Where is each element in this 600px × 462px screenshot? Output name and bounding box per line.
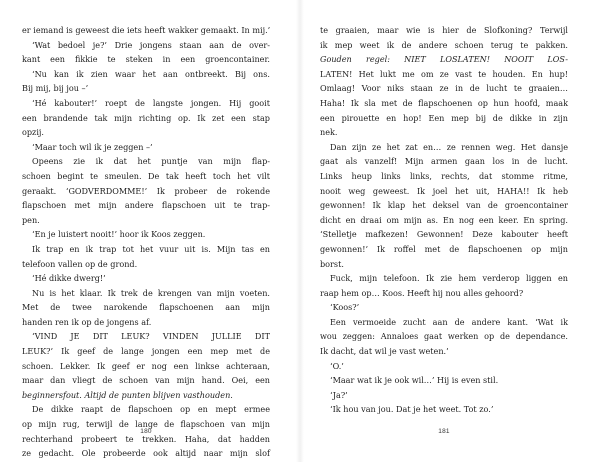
text-line: te graaien, maar wie is hier de Slofkoning? Terwijl (320, 25, 568, 35)
text-line: Haha! Ik sla met de flapschoenen op hun hoofd, maak (320, 97, 568, 108)
text-line: wou zeggen: Annaloes gaat werken op de dependance. (320, 331, 568, 342)
text-line: ‘O.’ (330, 360, 344, 371)
text-line: telefoon vallen op de grond. (22, 258, 138, 269)
right-page (320, 23, 568, 462)
text-line: Fuck, mijn telefoon. Ik zie hem verderop liggen en (330, 273, 568, 284)
text-line: flapschoen met mijn andere flapschoen uit te trap- (22, 200, 270, 211)
text-line: ‘Nu kan ik zien waar het aan ontbreekt. Bij ons. (32, 68, 270, 79)
text-line: ‘Wat bedoel je?’ Drie jongens staan aan de over- (32, 39, 270, 50)
text-line: gaat als vanzelf! Mijn armen gaan los in de lucht. (320, 156, 568, 167)
text-line: op mijn rug, terwijl de lange de flapschoen van mijn (22, 419, 270, 430)
text-line: ‘Hé dikke dwerg!’ (32, 273, 106, 284)
text-line: er iemand is geweest die iets heeft wakker gemaakt. In mij.’ (22, 25, 271, 35)
text-line: Links heup links links, rechts, dat stomme ritme, (320, 170, 568, 181)
text-line: handen ren ik op de jongens af. (22, 316, 152, 327)
text-line: ze gedacht. Ole probeerde ook altijd naar mijn slof (22, 448, 270, 459)
text-line: ‘Maar toch wil ik je zeggen –’ (32, 141, 153, 152)
text-line: opzij. (22, 127, 44, 138)
text-line: Dan zijn ze het zat en… ze rennen weg. Het dansje (330, 141, 568, 152)
text-line: ‘Hé kabouter!’ roept de langste jongen. Hij gooit (32, 97, 270, 108)
text-line: ‘En je luistert nooit!’ hoor ik Koos zeggen. (32, 229, 206, 240)
text-line: Omlaag! Voor niks staan ze in de lucht te graaien… (320, 83, 568, 94)
text-line: ik mep weet ik de andere schoen terug te pakken. (320, 39, 568, 50)
text-line: LEUK?’ Ik geef de lange jongen een mep met de (22, 346, 270, 357)
gutter (296, 0, 304, 462)
text-line: Nu is het klaar. Ik trek de krengen van mijn voeten. (32, 287, 270, 298)
text-line: ‘Ja?’ (330, 389, 348, 400)
text-line: Gouden regel: NIET LOSLATEN! NOOIT LOS- (320, 54, 568, 65)
left-page-text (22, 23, 270, 461)
text-line: kant een fikkie te steken in een groencontainer. (22, 54, 270, 65)
left-page (22, 23, 270, 462)
text-line: Ik trap en ik trap tot het vuur uit is. Mijn tas en (32, 243, 270, 254)
text-line: schoen. Lekker. Ik geef er nog een linkse achteraan, (22, 360, 270, 371)
text-line: raap hem op… Koos. Heeft hij nou alles gehoord? (320, 287, 524, 298)
text-line: dicht en draai om mijn as. En nog een keer. En spring. (320, 214, 568, 225)
text-line: LATEN! Het lukt me om ze vast te houden. En hup! (320, 68, 568, 79)
text-line: rechterhand probeert te trekken. Haha, dat hadden (22, 433, 270, 444)
text-line: maar dan vliegt de schoen van mijn hand. Oei, een (22, 375, 270, 386)
text-line: ‘Koos?’ (330, 302, 360, 313)
text-line: nek. (320, 127, 338, 138)
text-line: Opeens zie ik dat het puntje van mijn flap- (32, 156, 270, 167)
text-line: Met de twee narokende flapschoenen aan mijn (22, 302, 270, 313)
text-line: een pirouette en hop! Een mep bij de dikke in zijn (320, 112, 568, 123)
text-line: geraakt. ‘GODVERDOMME!’ Ik probeer de rokende (22, 185, 270, 196)
text-line: gewonnen!’ Ik roffel met de flapschoenen op mijn (320, 243, 568, 254)
text-line: Ik dacht, dat wil je vast weten.’ (320, 346, 449, 357)
text-line: gewonnen! Ik klap het deksel van de groencontainer (320, 200, 568, 211)
text-line: ‘VIND JE DIT LEUK? VINDEN JULLIE DIT (32, 331, 270, 342)
text-line: Bij mij, bij jou –’ (22, 83, 89, 94)
text-line: een brandende tak mijn richting op. Ik zet een stap (22, 112, 270, 123)
text-line: pen. (22, 214, 40, 225)
text-line: Een vermoeide zucht aan de andere kant. ‘Wat ik (330, 316, 568, 327)
page-number: 181 (438, 428, 450, 435)
text-line: ‘Stelletje mafkezen! Gewonnen! Deze kabouter heeft (320, 229, 568, 240)
page-number: 180 (140, 428, 152, 435)
text-line: De dikke raapt de flapschoen op en mept ermee (32, 404, 270, 415)
text-line: borst. (320, 258, 344, 269)
text-line: ‘Maar wat ik je ook wil…’ Hij is even stil. (330, 375, 499, 386)
text-line: nooit weg geweest. Ik joel het uit, HAHA!! Ik heb (320, 185, 568, 196)
right-page-text (320, 23, 568, 417)
text-line: beginnersfout. Altijd de punten blijven vasthouden. (22, 389, 233, 400)
text-line: ‘Ik hou van jou. Dat je het weet. Tot zo.’ (330, 404, 494, 415)
text-line: schoen begint te smeulen. De tak heeft toch het vilt (22, 170, 270, 181)
